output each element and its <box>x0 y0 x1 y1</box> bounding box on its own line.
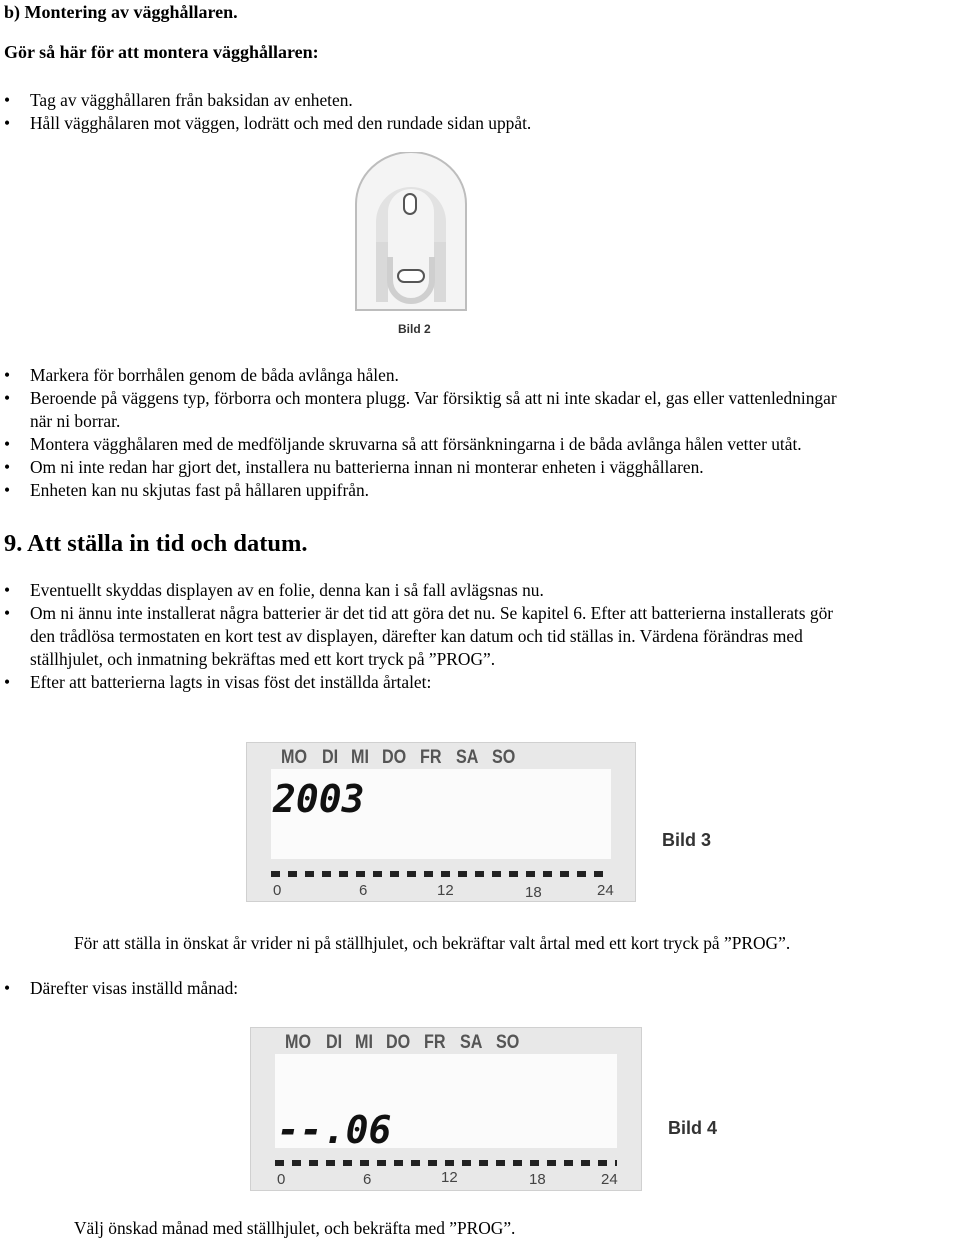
wall-bracket-image <box>354 152 468 312</box>
weekday-label: FR <box>420 747 442 768</box>
weekday-label: MO <box>281 747 308 768</box>
paragraph: För att ställa in önskat år vrider ni på ställhjulet, och bekräftar valt årtal med ett kort tryck på ”PROG”. <box>74 933 791 953</box>
scale-tick: 6 <box>363 1171 372 1188</box>
bullet-dot: • <box>4 434 11 454</box>
weekday-label: SA <box>455 747 478 768</box>
list-item: Om ni inte redan har gjort det, installera nu batterierna innan ni monterar enheten i vägghållaren. <box>30 457 704 477</box>
figure-caption: Bild 3 <box>662 830 712 850</box>
bullet-dot: • <box>4 480 11 500</box>
figure-caption: Bild 4 <box>668 1118 718 1138</box>
scale-tick: 24 <box>597 882 614 899</box>
bullet-dot: • <box>4 113 11 133</box>
bullet-dot: • <box>4 90 11 110</box>
scale-tick: 0 <box>273 882 282 899</box>
section-b-heading: b) Montering av vägghållaren. <box>4 2 238 22</box>
bullet-dot: • <box>4 388 11 408</box>
weekday-label: MI <box>354 1032 373 1053</box>
weekday-label: DO <box>381 747 406 768</box>
figure-caption: Bild 2 <box>398 322 431 336</box>
section-b-subheading: Gör så här för att montera vägghållaren: <box>4 42 319 62</box>
lcd-weekdays <box>281 747 529 769</box>
bullet-dot: • <box>4 580 11 600</box>
lcd-display-month <box>250 1027 642 1191</box>
weekday-label: SO <box>491 747 516 768</box>
bullet-dot: • <box>4 978 11 998</box>
lcd-weekdays <box>285 1032 533 1054</box>
list-item: Efter att batterierna lagts in visas föst det inställda årtalet: <box>30 672 432 692</box>
list-item: Håll vägghålaren mot väggen, lodrätt och med den rundade sidan uppåt. <box>30 113 532 133</box>
scale-tick: 0 <box>277 1171 286 1188</box>
list-item: Därefter visas inställd månad: <box>30 978 239 998</box>
scale-tick: 18 <box>529 1171 546 1188</box>
bullet-dot: • <box>4 365 11 385</box>
list-item-continuation: ställhjulet, och inmatning bekräftas med ett kort tryck på ”PROG”. <box>30 649 496 669</box>
scale-tick: 12 <box>437 882 454 899</box>
list-item: Markera för borrhålen genom de båda avlånga hålen. <box>30 365 399 385</box>
lcd-value: --.06 <box>277 1108 392 1152</box>
scale-tick: 24 <box>601 1171 618 1188</box>
weekday-label: DI <box>325 1032 342 1053</box>
list-item: Montera vägghålaren med de medföljande skruvarna så att försänkningarna i de båda avlånga hålen vetter utåt. <box>30 434 802 454</box>
weekday-label: SA <box>459 1032 482 1053</box>
weekday-label: FR <box>424 1032 446 1053</box>
weekday-label: SO <box>495 1032 520 1053</box>
bullet-dot: • <box>4 603 11 623</box>
weekday-label: MI <box>350 747 369 768</box>
list-item-continuation: när ni borrar. <box>30 411 121 431</box>
lcd-value: 2003 <box>273 777 365 821</box>
list-item: Beroende på väggens typ, förborra och montera plugg. Var försiktig så att ni inte skadar el, gas eller vattenledningar <box>30 388 837 408</box>
scale-tick: 12 <box>441 1169 458 1186</box>
lcd-time-scale <box>275 1160 617 1166</box>
weekday-label: DO <box>385 1032 410 1053</box>
list-item: Tag av vägghållaren från baksidan av enheten. <box>30 90 353 110</box>
list-item: Enheten kan nu skjutas fast på hållaren uppifrån. <box>30 480 370 500</box>
weekday-label: DI <box>321 747 338 768</box>
weekday-label: MO <box>285 1032 312 1053</box>
section-9-heading: 9. Att ställa in tid och datum. <box>4 530 308 557</box>
paragraph: Välj önskad månad med ställhjulet, och bekräfta med ”PROG”. <box>74 1218 516 1238</box>
list-item-continuation: den trådlösa termostaten en kort test av displayen, därefter kan datum och tid ställas in. Värdena förändras med <box>30 626 803 646</box>
list-item: Om ni ännu inte installerat några batterier är det tid att göra det nu. Se kapitel 6. Efter att batterierna installerats gör <box>30 603 834 623</box>
bullet-dot: • <box>4 457 11 477</box>
bullet-dot: • <box>4 672 11 692</box>
list-item: Eventuellt skyddas displayen av en folie, denna kan i så fall avlägsnas nu. <box>30 580 544 600</box>
lcd-display-year <box>246 742 636 902</box>
scale-tick: 6 <box>359 882 368 899</box>
scale-tick: 18 <box>525 884 542 901</box>
lcd-time-scale <box>271 871 611 877</box>
